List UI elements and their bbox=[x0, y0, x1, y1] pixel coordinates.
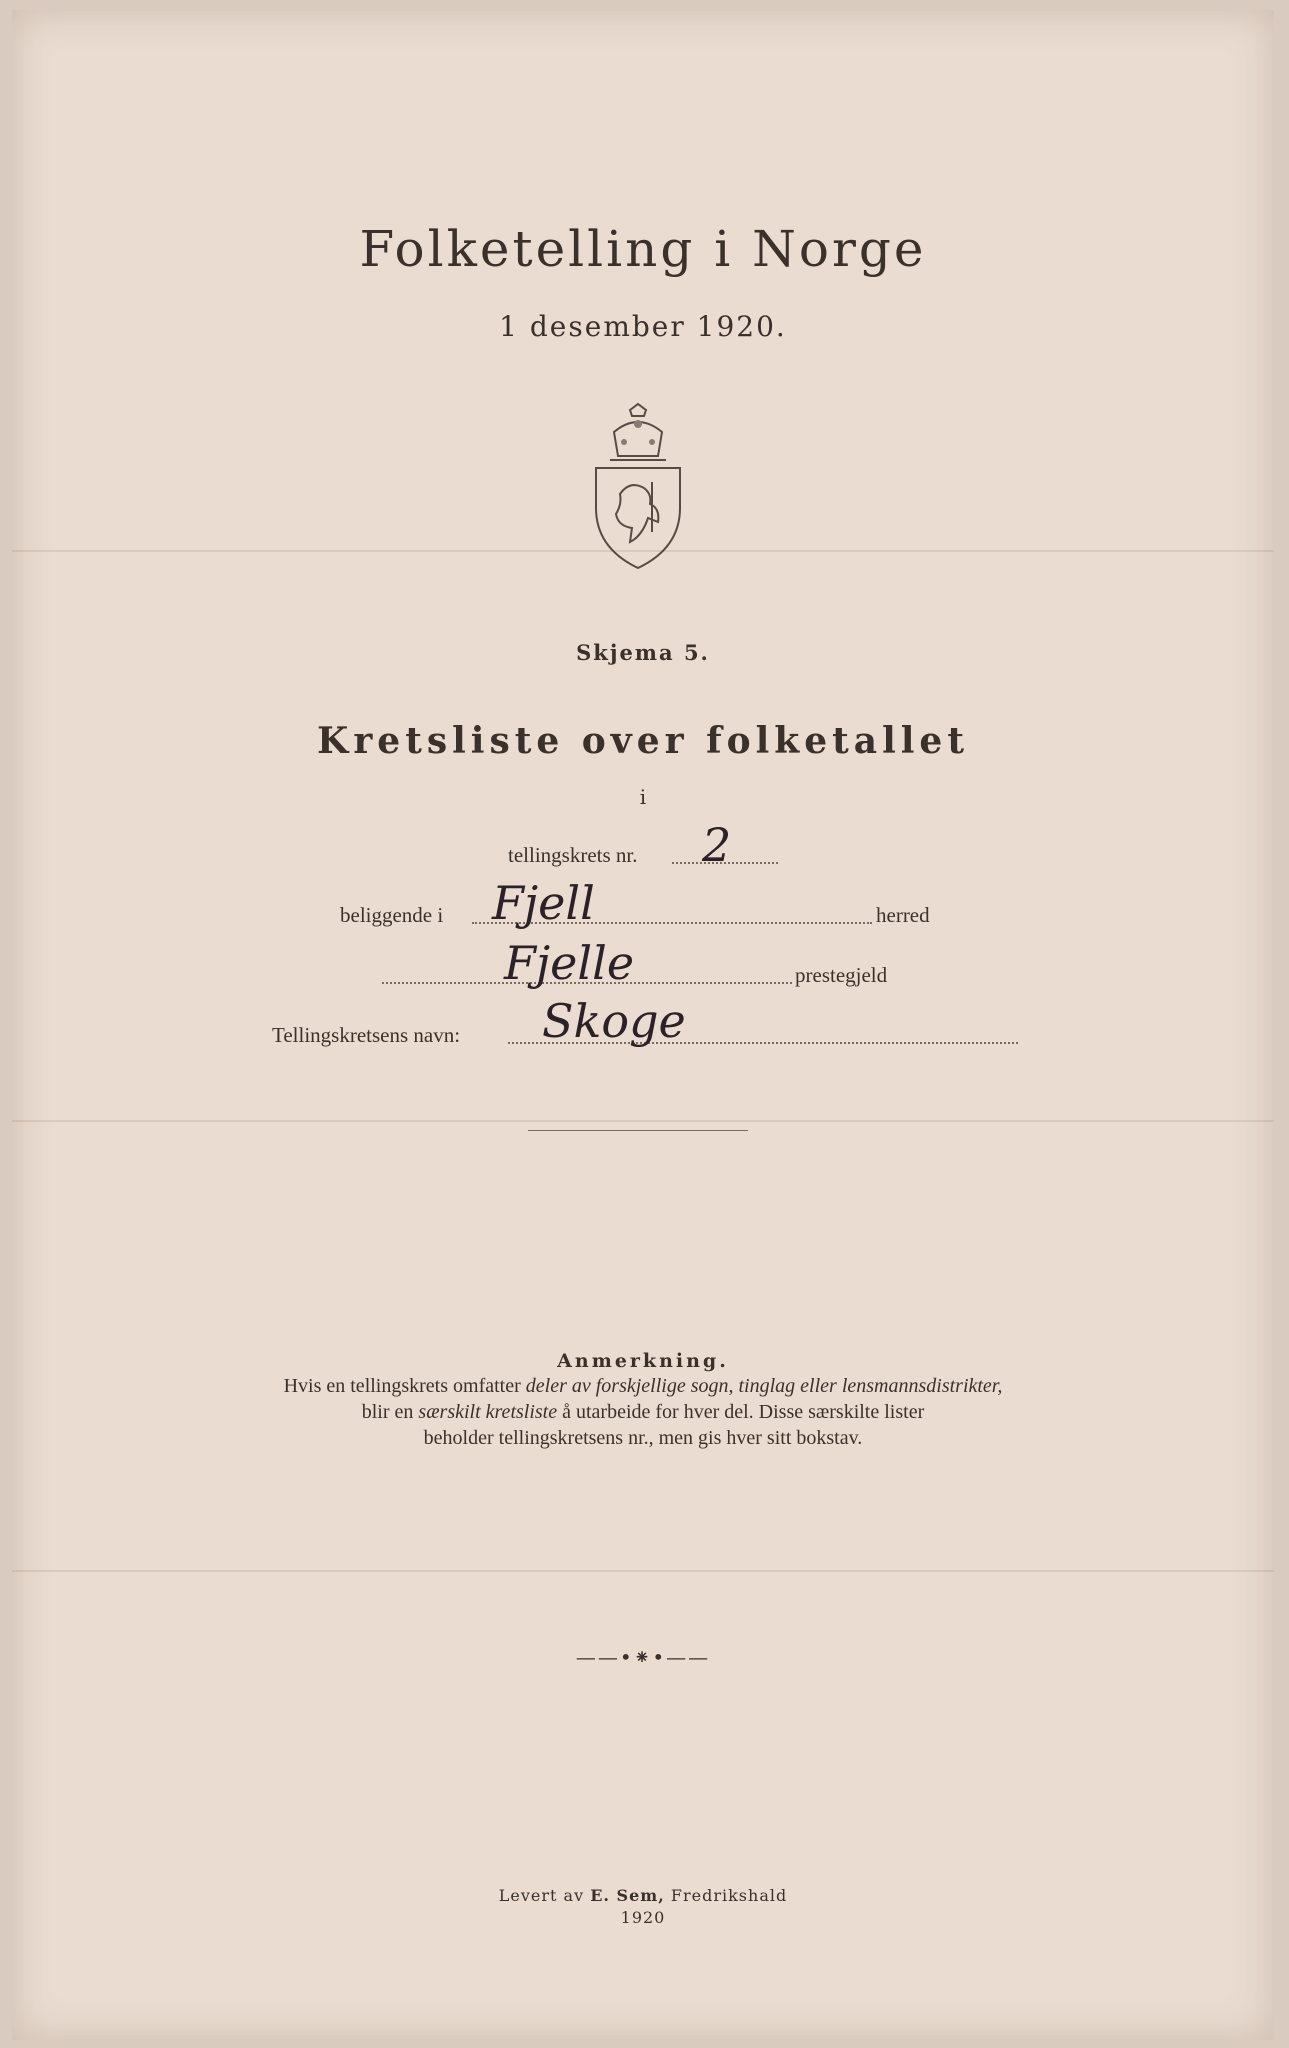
krets-number-field[interactable]: 2 bbox=[702, 818, 732, 872]
extra-field-line bbox=[528, 1130, 748, 1131]
fold-line bbox=[12, 1570, 1274, 1572]
herred-label: herred bbox=[876, 903, 930, 927]
coat-of-arms-icon bbox=[590, 402, 686, 576]
herred-field[interactable]: Fjell bbox=[492, 876, 595, 930]
form-heading: Kretsliste over folketallet bbox=[317, 720, 969, 762]
navn-field[interactable]: Skoge bbox=[542, 994, 686, 1048]
imprint-text: Fredrikshald bbox=[664, 1886, 788, 1905]
note-emphasis: særskilt kretsliste bbox=[418, 1401, 558, 1423]
note-text: å utarbeide for hver del. Disse særskilte lister bbox=[557, 1401, 925, 1423]
census-date: 1 desember 1920. bbox=[499, 310, 787, 343]
imprint-year: 1920 bbox=[620, 1908, 666, 1927]
note-text: blir en bbox=[361, 1401, 419, 1423]
form-number: Skjema 5. bbox=[576, 640, 710, 665]
fold-line bbox=[12, 1120, 1274, 1122]
imprint-text: Levert av bbox=[498, 1886, 591, 1905]
krets-label: tellingskrets nr. bbox=[508, 843, 638, 867]
printer-imprint bbox=[12, 1885, 1274, 1929]
beliggende-label: beliggende i bbox=[340, 903, 444, 927]
preposition-i: i bbox=[639, 785, 647, 809]
note-text: Hvis en tellingskrets omfatter bbox=[283, 1375, 526, 1397]
page-title: Folketelling i Norge bbox=[359, 220, 927, 278]
note-emphasis: deler av forskjellige sogn, tinglag eller lensmannsdistrikter, bbox=[525, 1375, 1003, 1397]
prestegjeld-label: prestegjeld bbox=[795, 963, 888, 987]
note-line-3: beholder tellingskretsens nr., men gis hver sitt bokstav. bbox=[423, 1427, 863, 1449]
ornament-divider: ——•⁕•—— bbox=[575, 1645, 711, 1669]
note-title: Anmerkning. bbox=[557, 1350, 729, 1372]
navn-label: Tellingskretsens navn: bbox=[272, 1023, 461, 1047]
note-line-1 bbox=[12, 1374, 1274, 1398]
prestegjeld-field[interactable]: Fjelle bbox=[504, 936, 635, 990]
printer-name: E. Sem, bbox=[590, 1886, 665, 1905]
note-line-2 bbox=[12, 1400, 1274, 1424]
census-form-page bbox=[12, 10, 1274, 2040]
